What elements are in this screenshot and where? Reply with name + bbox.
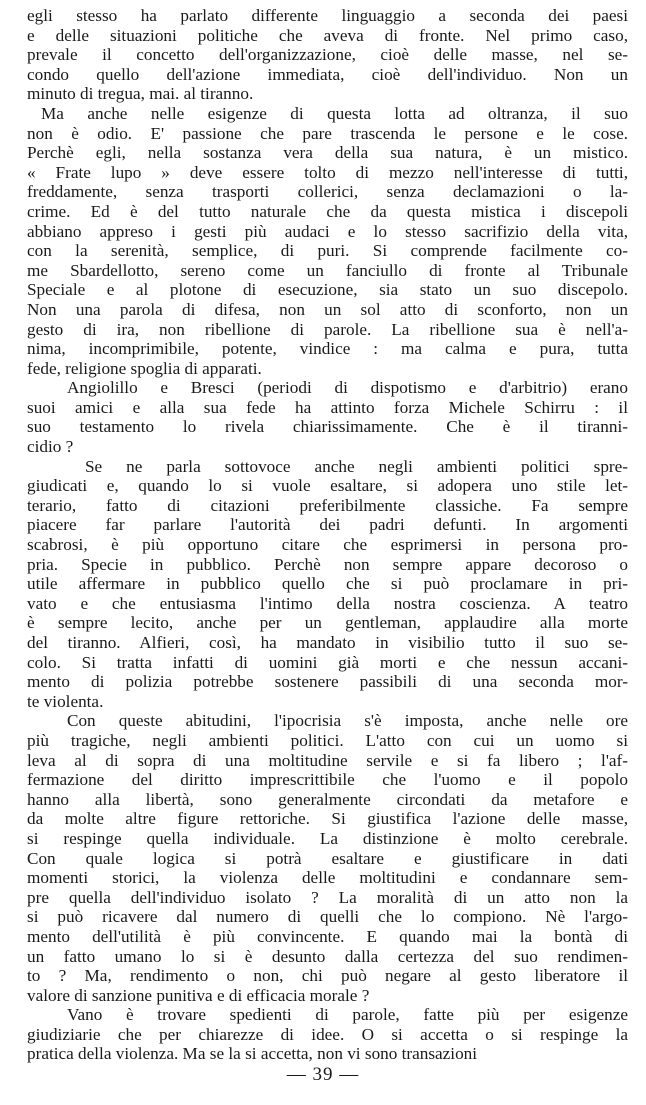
paragraph <box>27 711 628 1005</box>
text-line: più tragiche, negli ambienti politici. L'atto con cui un uomo si <box>27 730 628 750</box>
text-line: prevale il concetto dell'organizzazione, cioè delle masse, nel se- <box>27 45 628 65</box>
text-line: pre quella dell'individuo isolato ? La moralità di un atto non la <box>27 887 628 907</box>
text-line: Non una parola di difesa, non un sol atto di sconforto, non un <box>27 299 628 319</box>
text-line: da molte altre figure rettoriche. Si giustifica l'azione delle masse, <box>27 809 628 829</box>
text-line: giudiziarie che per chiarezze di idee. O si accetta o si respinge la <box>27 1024 628 1044</box>
text-line: con la serenità, semplice, di puri. Si comprende facilmente co- <box>27 241 628 261</box>
text-line: Ma anche nelle esigenze di questa lotta ad oltranza, il suo <box>41 103 628 123</box>
text-line: è sempre lecito, anche per un gentleman, applaudire alla morte <box>27 613 628 633</box>
paragraph <box>27 104 628 378</box>
text-line: me Sbardellotto, sereno come un fanciullo di fronte al Tribunale <box>27 260 628 280</box>
paragraph <box>27 6 628 104</box>
text-line: minuto di tregua, mai. al tiranno. <box>27 84 254 104</box>
text-line: condo quello dell'azione immediata, cioè dell'individuo. Non un <box>27 64 628 84</box>
text-line: « Frate lupo » deve essere tolto di mezzo nell'interesse di tutti, <box>27 162 628 182</box>
text-line: to ? Ma, rendimento o non, chi può negare al gesto liberatore il <box>27 966 628 986</box>
text-line: fermazione del diritto imprescrittibile che l'uomo e il popolo <box>27 770 628 790</box>
page-number: — 39 — <box>286 1064 360 1085</box>
text-line: Perchè egli, nella sostanza vera della sua natura, è un mistico. <box>27 143 628 163</box>
text-line: Se ne parla sottovoce anche negli ambienti politici spre- <box>85 456 628 476</box>
text-line: mento dell'utilità è più convincente. E quando mai la bontà di <box>27 926 628 946</box>
text-line: hanno alla libertà, sono generalmente circondati da metafore e <box>27 789 628 809</box>
text-line: suoi amici e alla sua fede ha attinto forza Michele Schirru : il <box>27 397 628 417</box>
text-line: leva al di sopra di una moltitudine servile e si fa libero ; l'af- <box>27 750 628 770</box>
text-line: valore di sanzione punitiva e di efficacia morale ? <box>27 985 370 1005</box>
text-line: utile affermare in pubblico quello che si può proclamare in pri- <box>27 574 628 594</box>
text-line: te violenta. <box>27 691 104 711</box>
text-line: pratica della violenza. Ma se la si accetta, non vi sono transazioni <box>27 1044 478 1064</box>
text-line: Vano è trovare spedienti di parole, fatte più per esigenze <box>67 1005 628 1025</box>
text-line: un fatto umano lo si è desunto dalla certezza del suo rendimen- <box>27 946 628 966</box>
text-line: e delle situazioni politiche che aveva di fronte. Nel primo caso, <box>27 25 628 45</box>
text-line: Speciale e al plotone di esecuzione, sia stato un suo discepolo. <box>27 280 628 300</box>
text-line: Con quale logica si potrà esaltare e giustificare in dati <box>27 848 628 868</box>
paragraph <box>27 1005 628 1064</box>
text-line: gesto di ira, non ribellione di parole. La ribellione sua è nell'a- <box>27 319 628 339</box>
text-line: crime. Ed è del tutto naturale che da questa mistica i discepoli <box>27 201 628 221</box>
text-line: Con queste abitudini, l'ipocrisia s'è imposta, anche nelle ore <box>67 711 628 731</box>
text-line: pria. Specie in pubblico. Perchè non sempre appare decoroso o <box>27 554 628 574</box>
text-line: non è odio. E' passione che pare trascenda le persone e le cose. <box>27 123 628 143</box>
text-line: fede, religione spoglia di apparati. <box>27 358 262 378</box>
text-body <box>27 6 628 1064</box>
text-line: del tiranno. Alfieri, così, ha mandato in visibilio tutto il suo se- <box>27 633 628 652</box>
text-line: piacere far parlare l'autorità dei padri defunti. In argomenti <box>27 515 628 535</box>
text-line: abbiano appreso i gesti più audaci e lo stesso sacrifizio della vita, <box>27 221 628 241</box>
text-line: scabrosi, è più opportuno citare che esprimersi in persona pro- <box>27 535 628 555</box>
text-line: colo. Si tratta infatti di uomini già morti e che nessun accani- <box>27 652 628 672</box>
paragraph <box>27 457 628 712</box>
text-line: cidio ? <box>27 437 74 457</box>
text-line: suo testamento lo rivela chiarissimamente. Che è il tiranni- <box>27 417 628 437</box>
text-line: nima, incomprimibile, potente, vindice : ma calma e pura, tutta <box>27 339 628 359</box>
page-text <box>27 6 628 1066</box>
paragraph <box>27 378 628 456</box>
text-line: vato e che entusiasma l'intimo della nostra coscienza. A teatro <box>27 593 628 613</box>
text-line: egli stesso ha parlato differente linguaggio a seconda dei paesi <box>27 6 628 25</box>
text-line: mento di polizia potrebbe sostenere passibili di una seconda mor- <box>27 672 628 692</box>
text-line: momenti storici, la violenza delle moltitudini e condannare sem- <box>27 868 628 888</box>
text-line: terario, fatto di citazioni preferibilmente classiche. Fa sempre <box>27 495 628 515</box>
text-line: si può ricavere dal numero di quelli che lo compiono. Nè l'argo- <box>27 907 628 927</box>
text-line: si respinge quella individuale. La distinzione è molto cerebrale. <box>27 828 628 848</box>
text-line: Angiolillo e Bresci (periodi di dispotismo e d'arbitrio) erano <box>67 378 628 398</box>
text-line: freddamente, senza trasporti collerici, senza declamazioni o la- <box>27 182 628 202</box>
text-line: giudicati e, quando lo si vuole esaltare, si adopera uno stile let- <box>27 476 628 496</box>
